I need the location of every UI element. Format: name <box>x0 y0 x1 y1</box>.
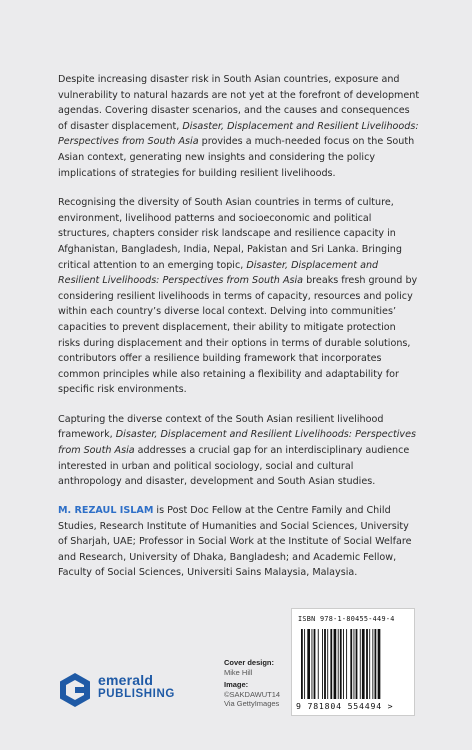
blurb-paragraph-1 <box>58 72 420 181</box>
blurb-paragraph-2 <box>58 195 420 398</box>
image-credit-1: ©SAKDAWUT14 <box>224 689 281 699</box>
author-bio-text: is Post Doc Fellow at the Centre Family and Child Studies, Research Institute of Humanities and Social Sciences, University of Sharjah, UAE; Professor in Social Work at the Institute of Social Welfare and Research, University of Dhaka, Bangladesh; and Academic Fellow, Faculty of Social Sciences, Universiti Sains Malaysia, Malaysia. <box>58 505 412 579</box>
blurb <box>58 72 420 504</box>
barcode-bars-icon <box>300 629 408 699</box>
image-credit-2: Via GettyImages <box>224 699 280 708</box>
barcode <box>291 608 415 716</box>
blurb-text: breaks fresh ground by considering resilient livelihoods in terms of capacity, resources and policy within each country’s diverse local context. Delving into communities’ capacities to prevent displacement, their ability to mitigate protection risks during displacement and their options in terms of durable solutions, contributors offer a resilience building framework that incorporates common principles while also retaining a flexibility and adaptability for specific risk environments. <box>58 275 418 396</box>
publisher-name: emerald <box>98 672 154 688</box>
blurb-text: addresses a crucial gap for an interdisciplinary audience interested in urban and political sociology, social and cultural anthropology and disaster, development and South Asian studies. <box>58 445 410 488</box>
cover-design-label: Cover design: <box>224 658 275 667</box>
barcode-number: 9 781804 554494 > <box>296 701 394 711</box>
emerald-logo-icon <box>58 672 92 708</box>
publisher-subname: PUBLISHING <box>98 688 175 700</box>
isbn-text: ISBN 978-1-80455-449-4 <box>298 615 395 623</box>
credits <box>224 658 286 709</box>
book-title: Disaster, Displacement and Resilient Livelihoods: Perspectives from South Asia <box>58 429 416 457</box>
blurb-text: provides a much-needed focus on the South Asian context, generating new insights and considering the policy implications of strategies for building resilient livelihoods. <box>58 136 415 179</box>
blurb-text: Recognising the diversity of South Asian countries in terms of culture, environment, livelihood patterns and socioeconomic and political structures, chapters consider risk landscape and resilience capacity in Afghanistan, Bangladesh, India, Nepal, Pakistan and Sri Lanka. Bringing critical attention to an emerging topic, <box>58 197 402 271</box>
blurb-text: Capturing the diverse context of the South Asian resilient livelihood framework, <box>58 413 384 441</box>
publisher-logo <box>58 668 178 712</box>
author-name: M. REZAUL ISLAM <box>58 505 154 516</box>
blurb-paragraph-3 <box>58 412 420 490</box>
blurb-text: Despite increasing disaster risk in South Asian countries, exposure and vulnerability to natural hazards are not yet at the forefront of development agendas. Covering disaster scenarios, and the causes and consequences of disaster displacement, <box>58 74 420 132</box>
book-title: Disaster, Displacement and Resilient Livelihoods: Perspectives from South Asia <box>58 259 379 287</box>
cover-design-value: Mike Hill <box>224 667 253 677</box>
author-bio <box>58 503 420 581</box>
image-label: Image: <box>224 680 249 689</box>
book-title: Disaster, Displacement and Resilient Livelihoods: Perspectives from South Asia <box>58 120 419 148</box>
